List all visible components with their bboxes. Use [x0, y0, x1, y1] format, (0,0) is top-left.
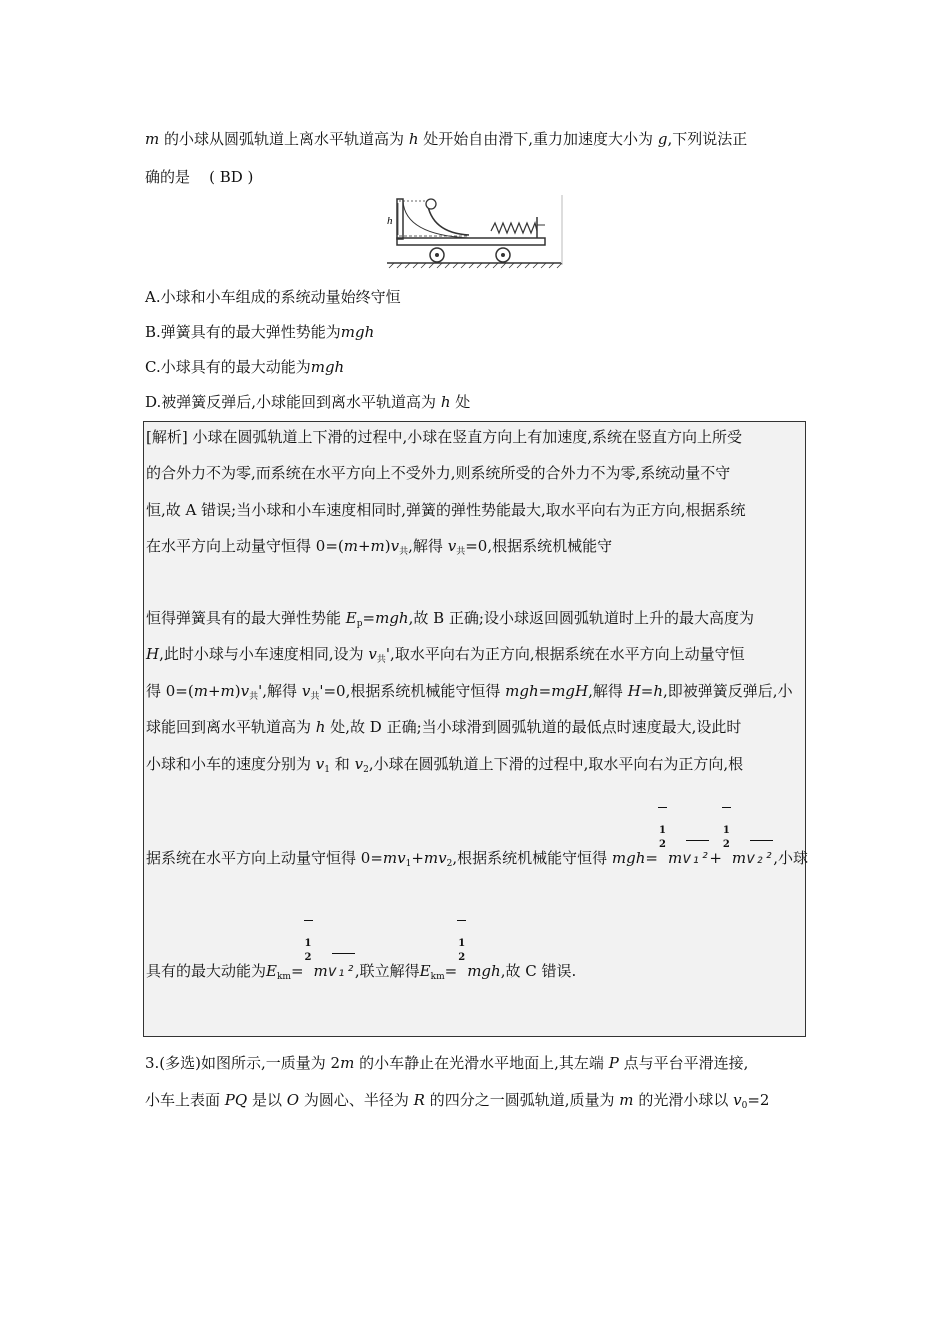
- cart-spring-figure: [385, 195, 565, 271]
- analysis-line-4: 在水平方向上动量守恒得 $0=(m+m)v_共$,解得 $v_共=0$,根据系统机械能守: [146, 537, 613, 557]
- fraction-half: 1 2: [658, 849, 668, 863]
- fraction-half: 1 2: [304, 962, 314, 976]
- analysis-line-9: 小球和小车的速度分别为 $v_1$ 和 $v_2$,小球在圆弧轨道上下滑的过程中,取水平向右为正方向,根: [146, 755, 744, 775]
- option-a: A.小球和小车组成的系统动量始终守恒: [145, 288, 401, 306]
- v2-squared: v₂²: [746, 849, 773, 867]
- option-c: C.小球具有的最大动能为mgh: [145, 358, 345, 376]
- analysis-line-10: 据系统在水平方向上动量守恒得 $0=mv_1+mv_2$,根据系统机械能守恒得 mgh= 1 2 m v₁²+ 1 2 m v₂²,小球: [146, 847, 808, 869]
- analysis-line-1: [解析] 小球在圆弧轨道上下滑的过程中,小球在竖直方向上有加速度,系统在竖直方向上所受: [146, 428, 743, 446]
- fraction-half: 1 2: [722, 849, 732, 863]
- option-b: B.弹簧具有的最大弹性势能为mgh: [145, 323, 375, 341]
- analysis-line-8: 球能回到离水平轨道高为 h 处,故 D 正确;当小球滑到圆弧轨道的最低点时速度最大,设此时: [146, 718, 742, 736]
- v1-squared: v₁²: [328, 962, 355, 980]
- analysis-line-6: H,此时小球与小车速度相同,设为 $v_共'$,取水平向右为正方向,根据系统在水平方向上动量守恒: [146, 645, 745, 665]
- q3-line2: 小车上表面 PQ 是以 O 为圆心、半径为 R 的四分之一圆弧轨道,质量为 m 的光滑小球以 $v_0=2$: [145, 1091, 770, 1111]
- fraction-half: 1 2: [457, 962, 467, 976]
- analysis-line-2: 的合外力不为零,而系统在水平方向上不受外力,则系统所受的合外力不为零,系统动量不守: [146, 464, 731, 482]
- figure-h-label: h: [387, 215, 393, 227]
- analysis-box: [143, 421, 806, 1037]
- q2-stem-line1: m 的小球从圆弧轨道上离水平轨道高为 h 处开始自由滑下,重力加速度大小为 g,下列说法正: [145, 130, 748, 148]
- analysis-line-3: 恒,故 A 错误;当小球和小车速度相同时,弹簧的弹性势能最大,取水平向右为正方向,根据系统: [146, 501, 746, 519]
- answer-key: ( BD ): [209, 168, 254, 186]
- v1-squared: v₁²: [682, 849, 709, 867]
- ball: [426, 199, 436, 209]
- spring: [491, 223, 537, 233]
- analysis-line-7: 得 $0=(m+m)v_共'$,解得 $v_共'=0$,根据系统机械能守恒得 mgh=mgH,解得 H=h,即被弹簧反弹后,小: [146, 682, 793, 702]
- q3-line1: 3.(多选)如图所示,一质量为 2m 的小车静止在光滑水平地面上,其左端 P 点与平台平滑连接,: [145, 1054, 749, 1072]
- analysis-line-11: 具有的最大动能为$E_{km}=$ 1 2 m v₁²,联立解得$E_{km}=$ 1 2 mgh,故 C 错误.: [146, 960, 576, 982]
- q2-stem-line2: 确的是 ( BD ): [145, 168, 254, 186]
- cart-body: [397, 238, 545, 245]
- analysis-line-5: 恒得弹簧具有的最大弹性势能 $E_p=mgh$,故 B 正确;设小球返回圆弧轨道时上升的最大高度为: [146, 609, 754, 629]
- option-d: D.被弹簧反弹后,小球能回到离水平轨道高为 h 处: [145, 393, 471, 411]
